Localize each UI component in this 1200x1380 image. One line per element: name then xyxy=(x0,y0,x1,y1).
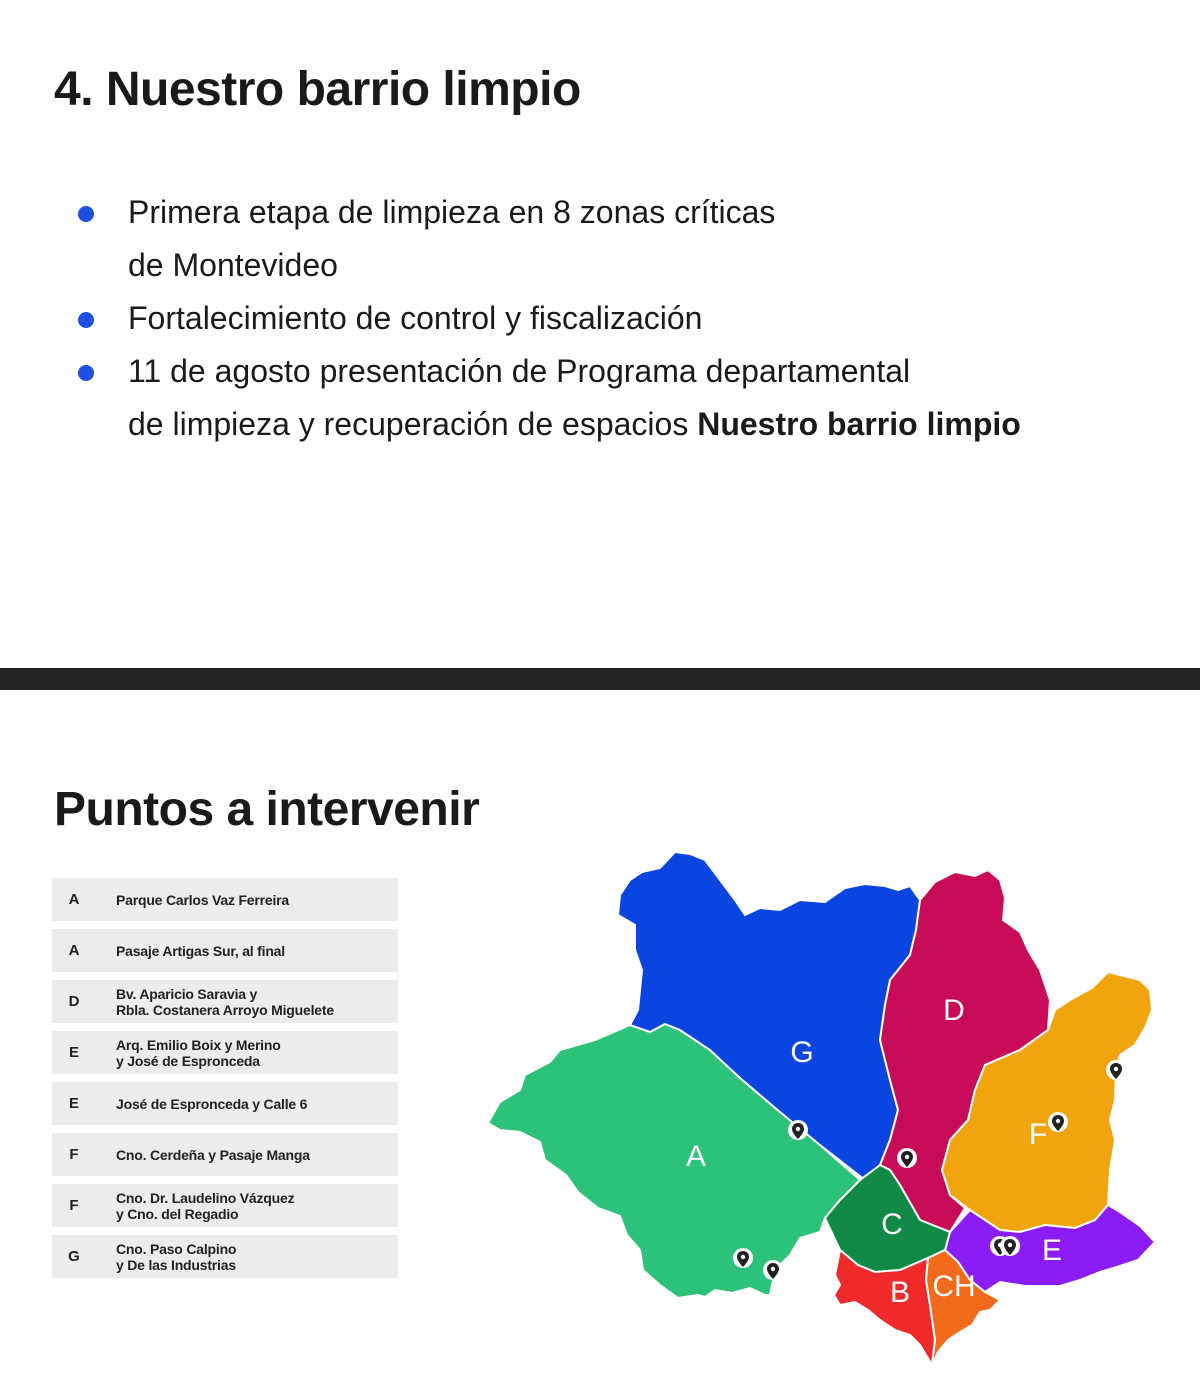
bullet-dot-icon xyxy=(78,312,94,328)
bullet-text-bold: Nuestro barrio limpio xyxy=(697,406,1021,442)
point-zone: E xyxy=(68,1044,79,1061)
point-row xyxy=(52,878,398,921)
point-zone: E xyxy=(68,1095,79,1112)
point-zone: D xyxy=(68,993,80,1010)
bullet-item xyxy=(76,292,1156,345)
zone-g-label: G xyxy=(790,1036,814,1069)
bullet-dot-icon xyxy=(78,206,94,222)
zone-ch-label: CH xyxy=(932,1270,976,1303)
point-row xyxy=(52,1235,398,1278)
point-location: José de Espronceda y Calle 6 xyxy=(116,1095,308,1112)
point-zone: F xyxy=(69,1146,79,1163)
slide-divider xyxy=(0,668,1200,690)
bullet-dot-icon xyxy=(78,365,94,381)
point-location: Pasaje Artigas Sur, al final xyxy=(116,942,285,959)
point-zone: G xyxy=(68,1248,80,1265)
location-pin-icon xyxy=(733,1248,753,1268)
point-location: Cno. Dr. Laudelino Vázquez y Cno. del Regadio xyxy=(116,1189,295,1222)
point-zone: A xyxy=(68,891,80,908)
point-row xyxy=(52,1031,398,1074)
location-pin-icon xyxy=(763,1260,783,1280)
zone-d-label: D xyxy=(943,994,965,1027)
location-pin-icon xyxy=(897,1148,917,1168)
location-pin-icon xyxy=(1048,1112,1068,1132)
bullet-text: Fortalecimiento de control y fiscalización xyxy=(128,300,703,336)
zone-e-label: E xyxy=(1041,1234,1063,1267)
point-location: Cno. Cerdeña y Pasaje Manga xyxy=(116,1146,310,1163)
slide-1 xyxy=(0,0,1200,668)
point-row xyxy=(52,1184,398,1227)
point-location: Parque Carlos Vaz Ferreira xyxy=(116,891,289,908)
slide-2-title: Puntos a intervenir xyxy=(54,783,480,836)
point-zone: F xyxy=(69,1197,79,1214)
bullet-text-continued: de limpieza y recuperación de espacios xyxy=(128,406,698,442)
points-table xyxy=(52,878,398,1286)
bullet-text-continued: de Montevideo xyxy=(128,247,338,283)
zone-b-label: B xyxy=(889,1276,911,1309)
point-row xyxy=(52,1133,398,1176)
location-pin-icon xyxy=(1106,1060,1126,1080)
bullet-text: Primera etapa de limpieza en 8 zonas críticas xyxy=(128,194,776,230)
point-row xyxy=(52,929,398,972)
bullet-list xyxy=(76,186,1156,451)
point-location: Arq. Emilio Boix y Merino y José de Espronceda xyxy=(116,1036,281,1069)
location-pin-icon xyxy=(1000,1236,1020,1256)
zone-a-label: A xyxy=(685,1140,707,1173)
point-row xyxy=(52,1082,398,1125)
point-location: Cno. Paso Calpino y De las Industrias xyxy=(116,1240,237,1273)
zones-map xyxy=(480,840,1170,1380)
bullet-item xyxy=(76,186,1156,292)
slide-1-title: 4. Nuestro barrio limpio xyxy=(54,63,581,116)
point-zone: A xyxy=(68,942,80,959)
bullet-item xyxy=(76,345,1156,451)
point-location: Bv. Aparicio Saravia y Rbla. Costanera Arroyo Miguelete xyxy=(116,985,334,1018)
location-pin-icon xyxy=(788,1120,808,1140)
point-row xyxy=(52,980,398,1023)
slide-2 xyxy=(0,690,1200,1380)
zone-c-label: C xyxy=(881,1208,903,1241)
bullet-text: 11 de agosto presentación de Programa departamental xyxy=(128,353,911,389)
zone-f-label: F xyxy=(1028,1118,1048,1151)
